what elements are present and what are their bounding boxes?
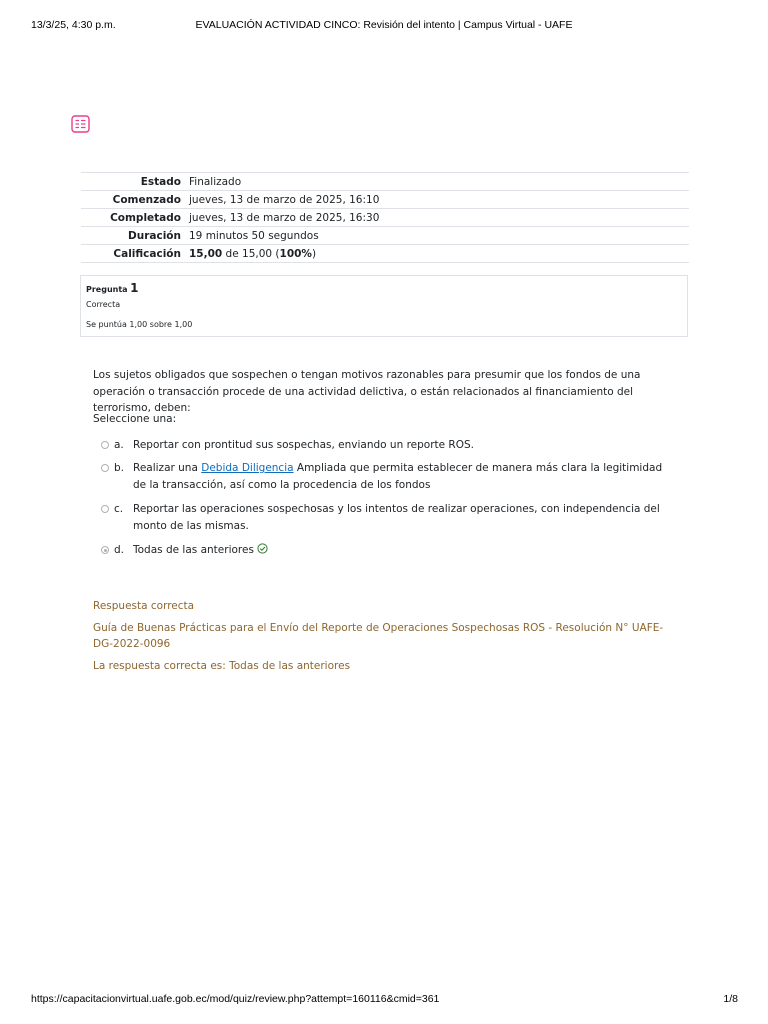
answer-text: Reportar las operaciones sospechosas y los intentos de realizar operaciones, con independencia del monto de las mismas. (133, 503, 660, 532)
answer-text: Todas de las anteriores (133, 544, 254, 556)
feedback-panel (93, 598, 683, 679)
summary-label: Completado (81, 209, 185, 227)
print-footer (0, 993, 768, 1007)
right-answer: La respuesta correcta es: Todas de las anteriores (93, 659, 351, 672)
radio-button[interactable] (101, 505, 109, 513)
question-info-box (80, 275, 688, 337)
attempt-summary-table (81, 172, 689, 263)
summary-value: jueves, 13 de marzo de 2025, 16:10 (185, 191, 689, 209)
answer-option-a[interactable] (99, 437, 684, 460)
question-text: Los sujetos obligados que sospechen o tengan motivos razonables para presumir que los fondos de una operación o transacción procede de una actividad delictiva, o están relacionados al financiamiento del terrorismo, deben: (93, 369, 641, 414)
summary-label: Duración (81, 227, 185, 245)
question-number (86, 281, 138, 295)
summary-row-grade (81, 245, 689, 263)
summary-value: 19 minutos 50 segundos (185, 227, 689, 245)
summary-label: Estado (81, 173, 185, 191)
summary-row-completed (81, 209, 689, 227)
feedback-status: Respuesta correcta (93, 600, 195, 612)
grade-of: de 15,00 ( (222, 247, 280, 260)
grade-score: 15,00 (189, 247, 223, 260)
general-feedback: Guía de Buenas Prácticas para el Envío del Reporte de Operaciones Sospechosas ROS - Resolución N° UAFE-DG-2022-0096 (93, 621, 664, 650)
summary-row-started (81, 191, 689, 209)
summary-row-state (81, 173, 689, 191)
grade-percent: 100% (279, 247, 312, 260)
print-header (0, 19, 768, 33)
answer-option-b[interactable] (99, 460, 684, 501)
answer-letter: a. (114, 439, 124, 451)
answer-text-pre: Realizar una (133, 462, 202, 474)
question-content (81, 352, 689, 684)
summary-value: jueves, 13 de marzo de 2025, 16:30 (185, 209, 689, 227)
answer-text-post: Ampliada que permita establecer de manera más clara la legitimidad de la transacción, así como la procedencia de los fondos (133, 462, 663, 491)
answer-option-d[interactable] (99, 542, 684, 562)
summary-value: Finalizado (185, 173, 689, 191)
summary-label: Calificación (81, 245, 185, 263)
answer-letter: d. (114, 544, 125, 556)
check-circle-icon (257, 543, 268, 554)
answer-options (99, 437, 684, 562)
answer-text (133, 460, 678, 493)
radio-button-selected[interactable] (101, 546, 109, 554)
print-url: https://capacitacionvirtual.uafe.gob.ec/mod/quiz/review.php?attempt=160116&cmid=361 (31, 993, 440, 1005)
quiz-icon (71, 115, 90, 133)
answer-prompt: Seleccione una: (93, 413, 177, 425)
answer-text: Reportar con prontitud sus sospechas, enviando un reporte ROS. (133, 439, 474, 451)
answer-letter: b. (114, 462, 125, 474)
print-date: 13/3/25, 4:30 p.m. (31, 19, 116, 31)
grade-close: ) (311, 247, 317, 260)
print-page-title: EVALUACIÓN ACTIVIDAD CINCO: Revisión del intento | Campus Virtual - UAFE (195, 19, 573, 31)
answer-letter: c. (114, 503, 124, 515)
question-state: Correcta (86, 300, 121, 309)
answer-option-c[interactable] (99, 501, 684, 542)
question-number-value: 1 (130, 281, 139, 295)
radio-button[interactable] (101, 441, 109, 449)
print-page-number: 1/8 (723, 993, 738, 1005)
question-label: Pregunta (86, 285, 128, 294)
summary-row-duration (81, 227, 689, 245)
grade-value (185, 245, 689, 263)
glossary-link[interactable]: Debida Diligencia (201, 462, 294, 474)
radio-button[interactable] (101, 464, 109, 472)
summary-label: Comenzado (81, 191, 185, 209)
question-grade: Se puntúa 1,00 sobre 1,00 (86, 320, 193, 329)
answer-text-wrap (133, 542, 678, 559)
